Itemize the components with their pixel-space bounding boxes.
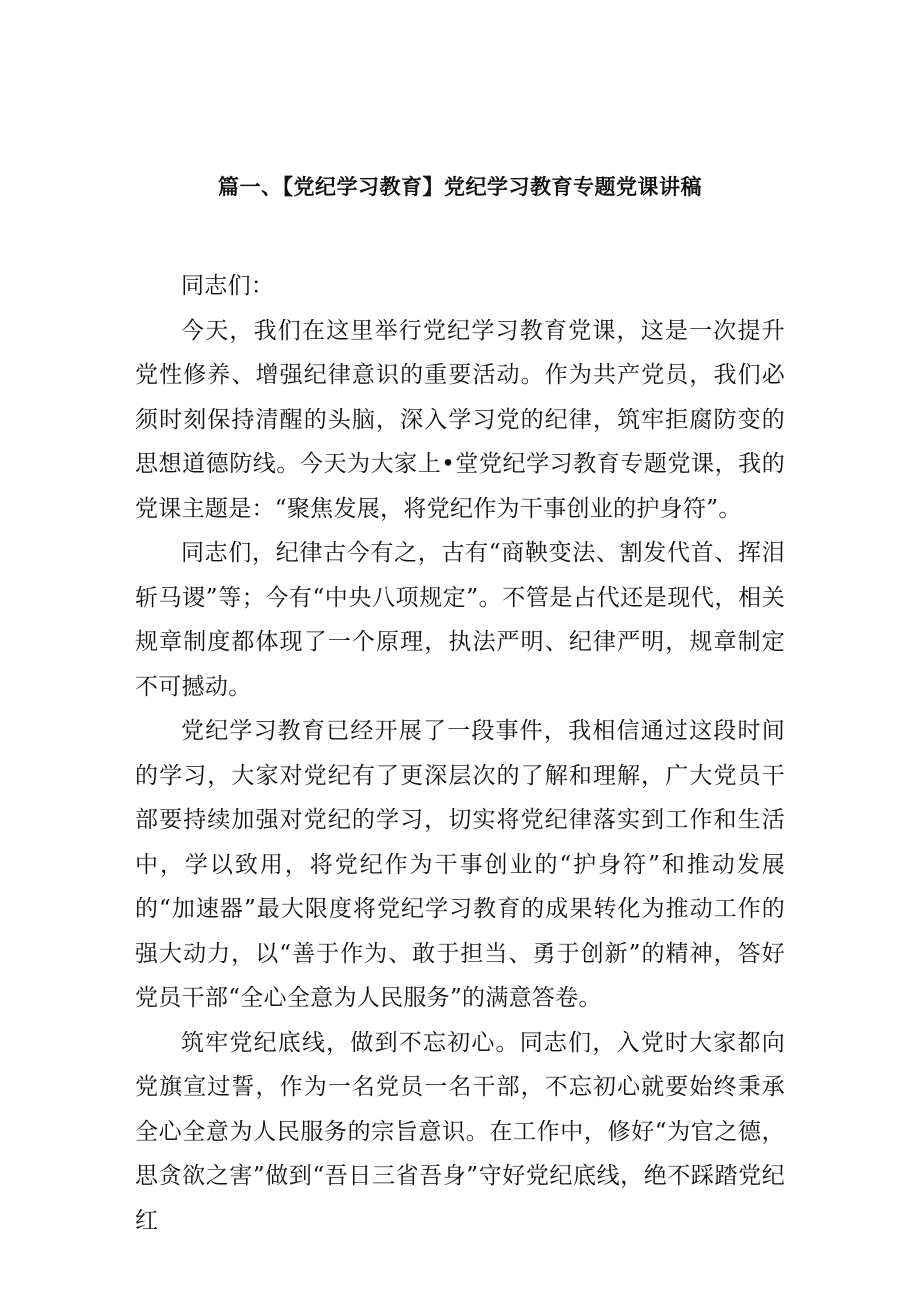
salutation: 同志们： [181, 273, 275, 299]
document-title: 篇一、【党纪学习教育】党纪学习教育专题党课讲稿 [218, 174, 702, 199]
paragraph: 今天，我们在这里举行党纪学习教育党课，这是一次提升党性修养、增强纪律意识的重要活动。作为共产党员，我们必须时刻保持清醒的头脑，深入学习党的纪律，筑牢拒腐防变的思想道德防线。今天为大家上•堂党纪学习教育专题党课，我的党课主题是：“聚焦发展，将党纪作为干事创业的护身符”。 [135, 317, 785, 522]
document-body [135, 264, 785, 1243]
paragraph: 筑牢党纪底线，做到不忘初心。同志们，入党时大家都向党旗宣过誓，作为一名党员一名干部，不忘初心就要始终秉承全心全意为人民服务的宗旨意识。在工作中，修好“为官之德，思贪欲之害”做到“吾日三省吾身”守好党纪底线，绝不踩踏党纪红 [135, 1029, 785, 1234]
paragraph: 同志们，纪律古今有之，古有“商鞅变法、割发代首、挥泪斩马谡”等；今有“中央八项规定”。不管是占代还是现代，相关规章制度都体现了一个原理，执法严明、纪律严明，规章制定不可撼动。 [135, 540, 785, 700]
paragraph: 党纪学习教育已经开展了一段事件，我相信通过这段时间的学习，大家对党纪有了更深层次的了解和理解，广大党员干部要持续加强对党纪的学习，切实将党纪律落实到工作和生活中，学以致用，将党纪作为干事创业的“护身符”和推动发展的“加速器”最大限度将党纪学习教育的成果转化为推动工作的强大动力，以“善于作为、敢于担当、勇于创新”的精神，答好党员干部“全心全意为人民服务”的满意答卷。 [135, 718, 785, 1011]
